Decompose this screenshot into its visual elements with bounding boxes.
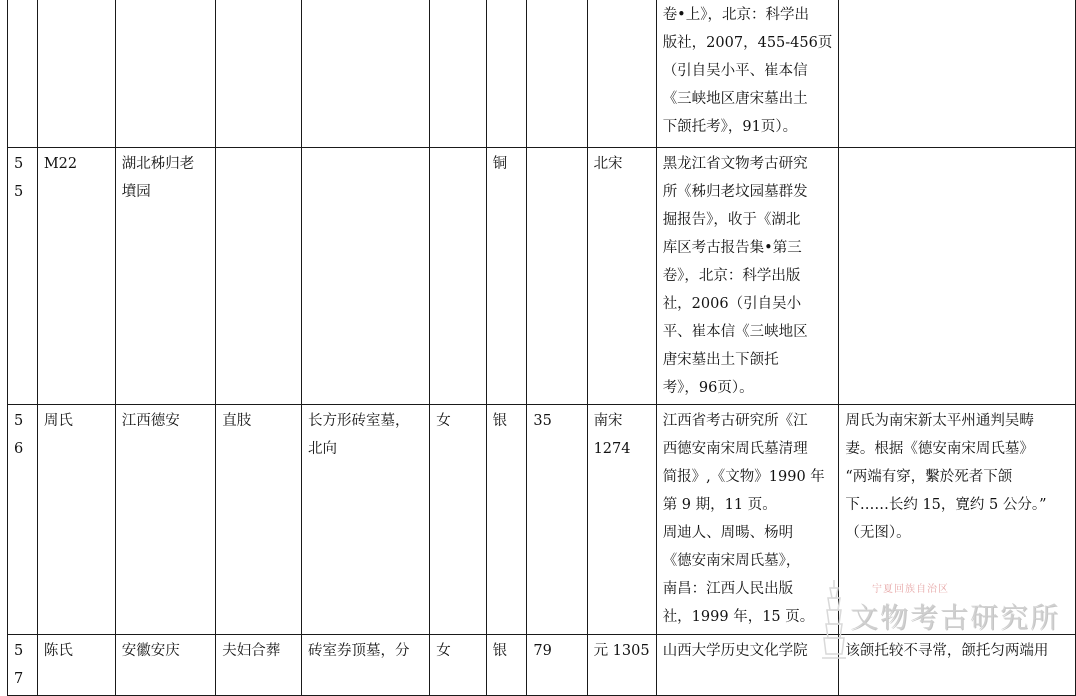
cell-place [115, 148, 215, 405]
source-line: 西德安南宋周氏墓清理 [662, 441, 808, 457]
no-text: 55 [14, 156, 24, 200]
name-text: 周氏 [43, 413, 73, 429]
cell-era [587, 405, 656, 635]
source-line: 社，2006（引自吴小 [662, 296, 802, 312]
cell-source [656, 0, 839, 148]
no-text: 56 [14, 413, 24, 457]
source-line: 简报》,《文物》1990 年 [662, 469, 825, 485]
era-text: 元 1305 [593, 643, 650, 659]
name-text: M22 [43, 156, 78, 172]
source-line: 掘报告》，收于《湖北 [662, 212, 801, 228]
cell-material [486, 405, 527, 635]
note-line: 妻。根据《德安南宋周氏墓》 [845, 441, 1034, 457]
cell-age [527, 635, 587, 696]
source-line: 《德安南宋周氏墓》， [662, 553, 801, 569]
tomb-text: 长方形砖室墓， 北向 [308, 413, 410, 457]
cell-material [486, 635, 527, 696]
type-text: 夫妇合葬 [222, 643, 281, 659]
source-line: 社，1999 年，15 页。 [662, 609, 815, 625]
data-table [7, 0, 1076, 696]
cell-name [37, 635, 115, 696]
cell-note [839, 405, 1076, 635]
cell-no [8, 148, 38, 405]
cell-place [115, 635, 215, 696]
source-line: 卷•上》，北京：科学出 [662, 7, 809, 23]
source-line: （引自吴小平、崔本信 [662, 63, 808, 79]
cell-note [839, 0, 1076, 148]
cell-name [37, 405, 115, 635]
cell-name [37, 148, 115, 405]
note-line: 该颌托较不寻常，颌托匀两端用 [845, 643, 1049, 659]
source-line: 平、崔本信《三峡地区 [662, 324, 808, 340]
cell-source [656, 405, 839, 635]
cell-no [8, 635, 38, 696]
cell-era [587, 635, 656, 696]
name-text: 陈氏 [43, 643, 73, 659]
cell-tomb [302, 405, 430, 635]
cell-age [527, 0, 587, 148]
cell-name [37, 0, 115, 148]
table-row [8, 0, 1076, 148]
watermark-title: 文物考古研究所 [850, 601, 1061, 634]
cell-place [115, 405, 215, 635]
source-line: 南昌：江西人民出版 [662, 581, 794, 597]
source-line: 卷》，北京：科学出版 [662, 268, 801, 284]
cell-type [216, 405, 302, 635]
cell-sex [430, 148, 486, 405]
material-text: 银 [492, 643, 508, 659]
source-line: 版社，2007，455-456页 [662, 35, 833, 51]
era-text: 北宋 [593, 156, 623, 172]
source-line: 库区考古报告集•第三 [662, 240, 802, 256]
note-line: “两端有穿，繫於死者下颌 [845, 469, 1013, 485]
source-line: 唐宋墓出土下颌托 [662, 352, 779, 368]
place-text: 湖北秭归老 墳园 [121, 156, 195, 200]
cell-sex [430, 405, 486, 635]
cell-era [587, 148, 656, 405]
table-row [8, 405, 1076, 635]
source-line: 第 9 期，11 页。 [662, 497, 777, 513]
source-line: 考》，96页）。 [662, 380, 754, 396]
cell-place [115, 0, 215, 148]
cell-era [587, 0, 656, 148]
cell-tomb [302, 635, 430, 696]
source-line: 江西省考古研究所《江 [662, 413, 808, 429]
source-line: 山西大学历史文化学院 [662, 643, 808, 659]
note-line: （无图）。 [845, 525, 911, 541]
cell-source [656, 635, 839, 696]
source-line: 周迪人、周暘、杨明 [662, 525, 794, 541]
no-text: 57 [14, 643, 24, 687]
place-text: 江西德安 [121, 413, 180, 429]
cell-source [656, 148, 839, 405]
watermark-subtitle: 宁夏回族自治区 [872, 584, 949, 595]
cell-type [216, 148, 302, 405]
sex-text: 女 [436, 643, 451, 659]
tomb-text: 砖室券顶墓，分 [308, 643, 410, 659]
sex-text: 女 [436, 413, 451, 429]
era-text: 南宋 1274 [593, 413, 631, 457]
note-line: 下……长约 15，寛约 5 公分。” [845, 497, 1047, 513]
material-text: 铜 [492, 156, 508, 172]
cell-no [8, 0, 38, 148]
cell-sex [430, 0, 486, 148]
note-line: 周氏为南宋新太平州通判吴畴 [845, 413, 1034, 429]
cell-type [216, 635, 302, 696]
cell-note [839, 635, 1076, 696]
source-line: 下颌托考》，91页）。 [662, 119, 798, 135]
source-line: 所《秭归老坟园墓群发 [662, 184, 808, 200]
table-row [8, 148, 1076, 405]
age-text: 79 [533, 643, 552, 659]
table-row [8, 635, 1076, 696]
source-line: 黑龙江省文物考古研究 [662, 156, 808, 172]
cell-material [486, 0, 527, 148]
cell-age [527, 405, 587, 635]
cell-material [486, 148, 527, 405]
cell-type [216, 0, 302, 148]
place-text: 安徽安庆 [121, 643, 180, 659]
source-line: 《三峡地区唐宋墓出土 [662, 91, 808, 107]
material-text: 银 [492, 413, 508, 429]
cell-tomb [302, 148, 430, 405]
cell-note [839, 148, 1076, 405]
type-text: 直肢 [222, 413, 252, 429]
cell-sex [430, 635, 486, 696]
age-text: 35 [533, 413, 552, 429]
cell-no [8, 405, 38, 635]
cell-tomb [302, 0, 430, 148]
cell-age [527, 148, 587, 405]
